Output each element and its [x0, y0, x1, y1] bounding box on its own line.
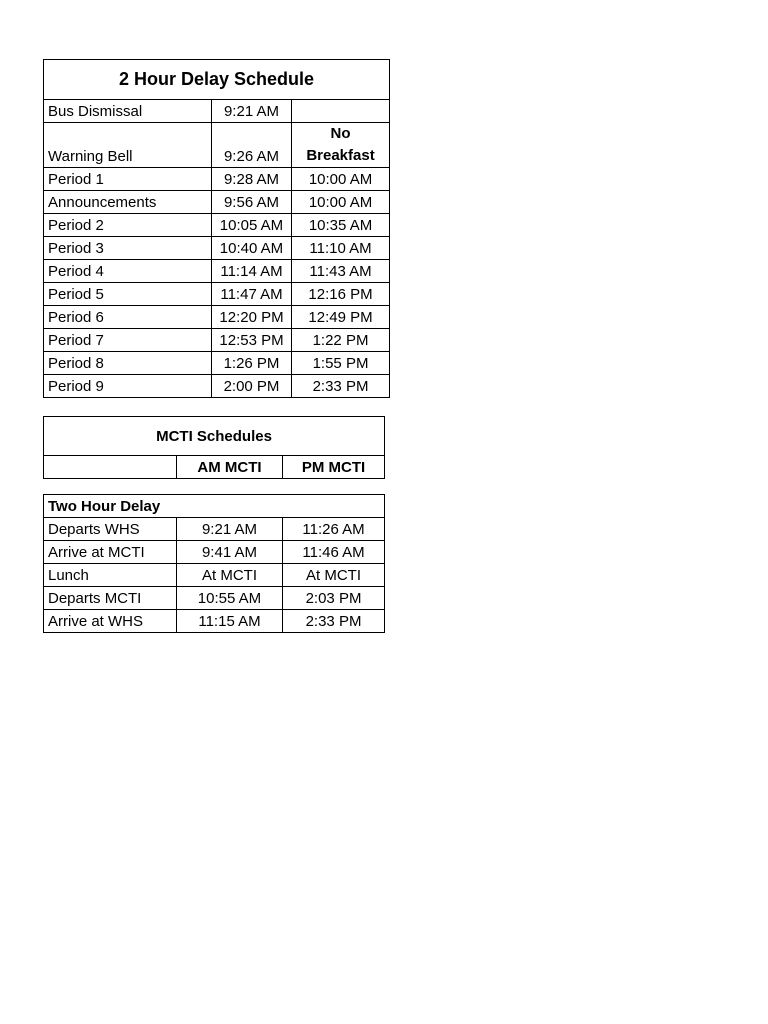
- table-row: [44, 329, 390, 352]
- table-row: [44, 564, 385, 587]
- row-time: 12:53 PM: [212, 329, 292, 352]
- table-row: [44, 587, 385, 610]
- pm-mcti-header: PM MCTI: [283, 456, 385, 479]
- am-time: 10:55 AM: [177, 587, 283, 610]
- row-label: Period 7: [44, 329, 212, 352]
- row-time: 2:00 PM: [212, 375, 292, 398]
- row-label: Announcements: [44, 191, 212, 214]
- row-time: 9:28 AM: [212, 168, 292, 191]
- am-time: 11:15 AM: [177, 610, 283, 633]
- row-alt-time: 12:49 PM: [292, 306, 390, 329]
- row-time: 11:47 AM: [212, 283, 292, 306]
- table-row: [44, 456, 385, 479]
- table-row: [44, 375, 390, 398]
- row-alt-time: 10:00 AM: [292, 168, 390, 191]
- row-label: Period 8: [44, 352, 212, 375]
- row-label: Warning Bell: [44, 123, 212, 168]
- table-row: [44, 610, 385, 633]
- table-row: [44, 214, 390, 237]
- row-label: Period 5: [44, 283, 212, 306]
- pm-time: 2:33 PM: [283, 610, 385, 633]
- table-row: [44, 352, 390, 375]
- row-time: 9:56 AM: [212, 191, 292, 214]
- no-breakfast-line-1: No: [330, 125, 351, 142]
- row-label: Departs MCTI: [44, 587, 177, 610]
- table-row: [44, 541, 385, 564]
- am-mcti-header: AM MCTI: [177, 456, 283, 479]
- row-label: Period 2: [44, 214, 212, 237]
- table-row: [44, 237, 390, 260]
- mcti-schedules-table: [43, 416, 385, 479]
- no-breakfast-header: [292, 123, 390, 168]
- table-row: [44, 123, 390, 168]
- table-row: [44, 260, 390, 283]
- row-label: Bus Dismissal: [44, 100, 212, 123]
- row-time: 9:26 AM: [212, 123, 292, 168]
- row-alt-time: [292, 100, 390, 123]
- mcti-title: MCTI Schedules: [44, 417, 385, 456]
- pm-time: 2:03 PM: [283, 587, 385, 610]
- row-time: 10:05 AM: [212, 214, 292, 237]
- row-label: Period 3: [44, 237, 212, 260]
- table-row: [44, 191, 390, 214]
- no-breakfast-line-2: Breakfast: [306, 147, 375, 164]
- table-row: [44, 100, 390, 123]
- delay-schedule-table: [43, 59, 390, 398]
- table-row: [44, 518, 385, 541]
- row-alt-time: 10:35 AM: [292, 214, 390, 237]
- row-alt-time: 1:22 PM: [292, 329, 390, 352]
- row-label: Period 6: [44, 306, 212, 329]
- am-time: At MCTI: [177, 564, 283, 587]
- two-hour-delay-table: [43, 494, 385, 633]
- row-label: Arrive at MCTI: [44, 541, 177, 564]
- row-alt-time: 11:10 AM: [292, 237, 390, 260]
- row-time: 1:26 PM: [212, 352, 292, 375]
- pm-time: At MCTI: [283, 564, 385, 587]
- row-time: 12:20 PM: [212, 306, 292, 329]
- row-label: Lunch: [44, 564, 177, 587]
- am-time: 9:21 AM: [177, 518, 283, 541]
- row-time: 9:21 AM: [212, 100, 292, 123]
- am-time: 9:41 AM: [177, 541, 283, 564]
- table-row: [44, 306, 390, 329]
- pm-time: 11:26 AM: [283, 518, 385, 541]
- row-time: 10:40 AM: [212, 237, 292, 260]
- row-alt-time: 11:43 AM: [292, 260, 390, 283]
- row-label: Period 9: [44, 375, 212, 398]
- row-label: Departs WHS: [44, 518, 177, 541]
- table-row: [44, 168, 390, 191]
- row-alt-time: 2:33 PM: [292, 375, 390, 398]
- table-row: [44, 283, 390, 306]
- row-label: Period 4: [44, 260, 212, 283]
- delay-schedule-title: 2 Hour Delay Schedule: [44, 60, 390, 100]
- row-time: 11:14 AM: [212, 260, 292, 283]
- row-label: Arrive at WHS: [44, 610, 177, 633]
- row-alt-time: 10:00 AM: [292, 191, 390, 214]
- two-hour-delay-title: Two Hour Delay: [44, 495, 385, 518]
- mcti-empty-header: [44, 456, 177, 479]
- row-alt-time: 12:16 PM: [292, 283, 390, 306]
- pm-time: 11:46 AM: [283, 541, 385, 564]
- row-label: Period 1: [44, 168, 212, 191]
- row-alt-time: 1:55 PM: [292, 352, 390, 375]
